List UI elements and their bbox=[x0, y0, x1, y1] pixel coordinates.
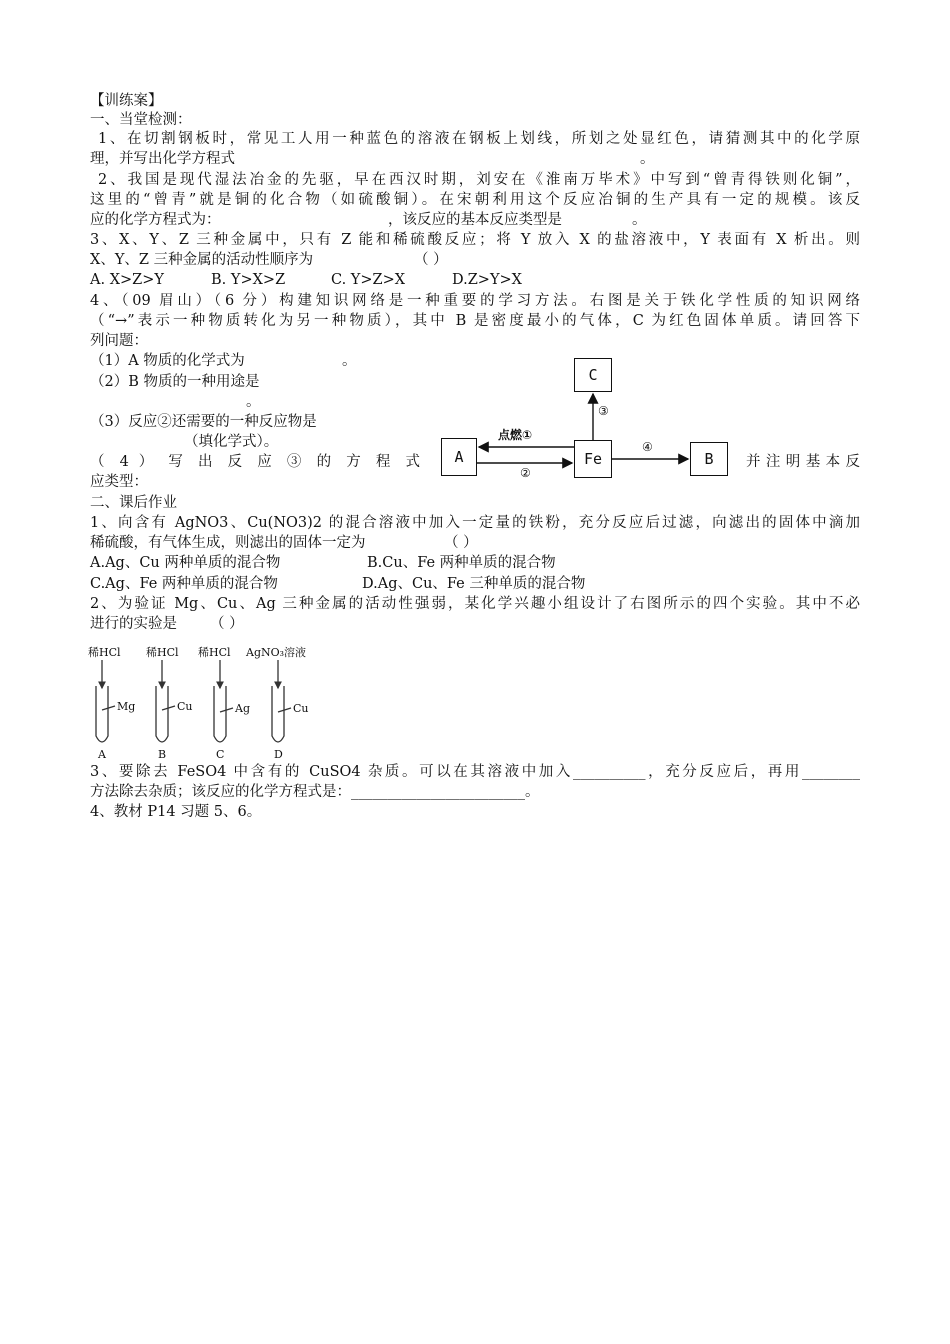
hw4-line1: 4、教材 P14 习题 5、6。 bbox=[90, 804, 262, 820]
tube-c-letter: C bbox=[216, 748, 225, 761]
tube-d-letter: D bbox=[274, 748, 283, 761]
hw1-option-c: C.Ag、Fe 两种单质的混合物 bbox=[90, 576, 278, 592]
q4-sub4-right: 并注明基本反 bbox=[746, 454, 860, 470]
tube-a-letter: A bbox=[98, 748, 106, 761]
q4-sub3-cont: （填化学式）。 bbox=[184, 434, 279, 450]
section-title: 【训练案】 bbox=[90, 93, 163, 109]
hw3-line2: 方法除去杂质；该反应的化学方程式是：________________________。 bbox=[90, 784, 540, 800]
hw2-bracket: （ ） bbox=[210, 616, 244, 632]
hw1-option-d: D.Ag、Cu、Fe 三种单质的混合物 bbox=[362, 576, 586, 592]
q4-sub2-end: 。 bbox=[246, 394, 261, 410]
hw1-option-a: A.Ag、Cu 两种单质的混合物 bbox=[90, 555, 281, 571]
q3-bracket: （ ） bbox=[414, 252, 448, 268]
arrow-4-label: ④ bbox=[642, 440, 653, 454]
q2-line1: 2、我国是现代湿法冶金的先驱，早在西汉时期，刘安在《淮南万毕术》中写到“曾青得铁则化铜”， bbox=[98, 172, 860, 188]
tube-a-metal-label: Mg bbox=[117, 700, 136, 713]
q3-line2: X、Y、Z 三种金属的活动性顺序为 bbox=[90, 252, 314, 268]
tube-c-reagent: 稀HCl bbox=[198, 646, 231, 659]
hw2-line2: 进行的实验是 bbox=[90, 616, 177, 632]
tube-b bbox=[156, 686, 168, 742]
hw1-line1: 1、向含有 AgNO3、Cu(NO3)2 的混合溶液中加入一定量的铁粉，充分反应后过滤，向滤出的固体中滴加 bbox=[90, 515, 860, 531]
part1-heading: 一、当堂检测： bbox=[90, 112, 192, 128]
arrow-2-label: ② bbox=[520, 466, 531, 480]
q3-line1: 3、X、Y、Z 三种金属中，只有 Z 能和稀硫酸反应；将 Y 放入 X 的盐溶液中，Y 表面有 X 析出。则 bbox=[90, 232, 860, 248]
q4-line3: 列问题： bbox=[90, 333, 148, 349]
tube-a bbox=[96, 686, 108, 742]
tube-c-metal-label: Ag bbox=[235, 702, 250, 715]
tube-d bbox=[272, 686, 284, 742]
tube-a-reagent: 稀HCl bbox=[88, 646, 121, 659]
q4-sub1-end: 。 bbox=[342, 353, 357, 369]
tube-c bbox=[214, 686, 226, 742]
tube-d-reagent: AgNO₃溶液 bbox=[246, 646, 307, 659]
node-c: C bbox=[574, 358, 612, 392]
arrow-1-label: 点燃① bbox=[498, 428, 533, 442]
q2-line3c: 。 bbox=[632, 212, 647, 228]
node-a: A bbox=[441, 438, 477, 476]
tube-d-metal-label: Cu bbox=[293, 702, 309, 715]
q2-line3b: ，该反应的基本反应类型是 bbox=[388, 212, 562, 228]
q2-line2: 这里的“曾青”就是铜的化合物（如硫酸铜）。在宋朝利用这个反应冶铜的生产具有一定的规模。该反 bbox=[90, 192, 860, 208]
q3-option-a: A. X>Z>Y bbox=[90, 272, 164, 288]
q1-end: 。 bbox=[640, 151, 655, 167]
arrow-3-label: ③ bbox=[598, 404, 609, 418]
tube-b-letter: B bbox=[158, 748, 167, 761]
q4-sub1: （1）A 物质的化学式为 bbox=[90, 353, 245, 369]
part2-heading: 二、课后作业 bbox=[90, 495, 177, 511]
q3-option-d: D.Z>Y>X bbox=[452, 272, 522, 288]
tube-b-metal-label: Cu bbox=[177, 700, 193, 713]
q1-line1: 1、在切割钢板时，常见工人用一种蓝色的溶液在钢板上划线，所划之处显红色，请猜测其中的化学原 bbox=[98, 131, 860, 147]
hw1-option-b: B.Cu、Fe 两种单质的混合物 bbox=[367, 555, 556, 571]
hw2-line1: 2、为验证 Mg、Cu、Ag 三种金属的活动性强弱，某化学兴趣小组设计了右图所示的四个实验。其中不必 bbox=[90, 596, 860, 612]
tube-b-reagent: 稀HCl bbox=[146, 646, 179, 659]
node-b: B bbox=[690, 442, 728, 476]
hw1-line2: 稀硫酸，有气体生成，则滤出的固体一定为 bbox=[90, 535, 366, 551]
q2-line3a: 应的化学方程式为： bbox=[90, 212, 221, 228]
q4-sub2: （2）B 物质的一种用途是 bbox=[90, 374, 260, 390]
q4-sub4-left: （ 4 ） 写 出 反 应 ③ 的 方 程 式 bbox=[90, 454, 420, 470]
q4-sub3: （3）反应②还需要的一种反应物是 bbox=[90, 414, 317, 430]
hw1-bracket: （ ） bbox=[444, 535, 478, 551]
q1-line2: 理，并写出化学方程式 bbox=[90, 151, 235, 167]
q3-option-b: B. Y>X>Z bbox=[211, 272, 286, 288]
q4-sub4-line2: 应类型： bbox=[90, 474, 148, 490]
hw3-line1: 3、要除去 FeSO4 中含有的 CuSO4 杂质。可以在其溶液中加入__________，充分反应后，再用________ bbox=[90, 764, 860, 780]
q4-line2: （“→”表示一种物质转化为另一种物质），其中 B 是密度最小的气体，C 为红色固体单质。请回答下 bbox=[90, 313, 860, 329]
node-fe: Fe bbox=[574, 440, 612, 478]
q3-option-c: C. Y>Z>X bbox=[331, 272, 406, 288]
q4-line1: 4、（09 眉山）（6 分）构建知识网络是一种重要的学习方法。右图是关于铁化学性质的知识网络 bbox=[90, 293, 860, 309]
